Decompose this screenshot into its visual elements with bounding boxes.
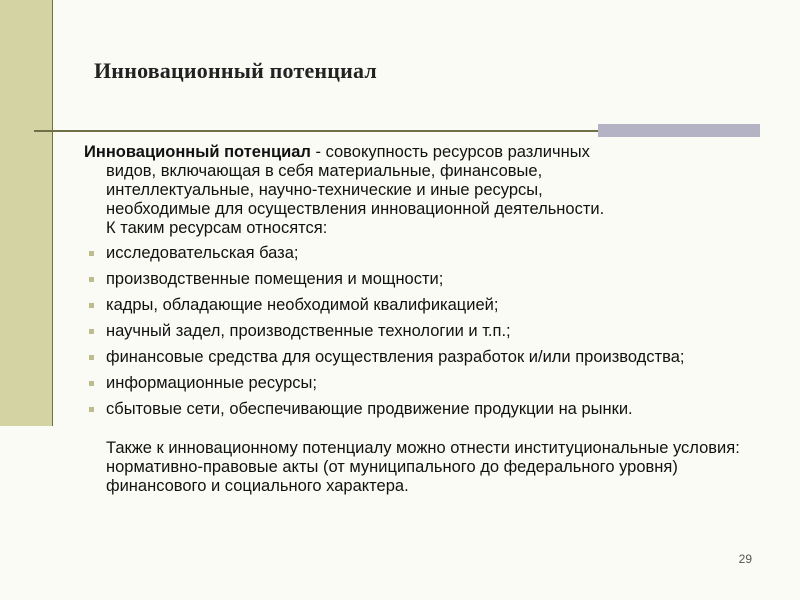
list-item (84, 374, 774, 393)
list-item (84, 270, 774, 289)
list-item (84, 348, 774, 367)
definition-text: - совокупность ресурсов различных (310, 143, 590, 161)
bullet-icon (89, 277, 94, 282)
list-item-text: сбытовые сети, обеспечивающие продвижение продукции на рынки. (106, 400, 633, 418)
title-rule (34, 130, 598, 132)
bullet-icon (89, 407, 94, 412)
list-item-text: исследовательская база; (106, 244, 299, 262)
list-item-text: кадры, обладающие необходимой квалификацией; (106, 296, 499, 314)
definition-line: необходимые для осуществления инновационной деятельности. (106, 200, 605, 218)
list-item-text: научный задел, производственные технологии и т.п.; (106, 322, 511, 340)
list-item (84, 322, 774, 341)
bullet-icon (89, 251, 94, 256)
list-item-text: финансовые средства для осуществления разработок и/или производства; (106, 348, 685, 366)
bullet-icon (89, 303, 94, 308)
resources-lead-in: К таким ресурсам относятся: (106, 219, 328, 237)
additional-paragraph: Также к инновационному потенциалу можно отнести институциональные условия: нормативно-правовые акты (от муниципального до федерального уровня) финансового и социального характера. (106, 439, 740, 495)
resource-list (84, 244, 774, 419)
definition-first-line (84, 143, 774, 162)
list-item-text: производственные помещения и мощности; (106, 270, 444, 288)
bullet-icon (89, 329, 94, 334)
list-item (84, 244, 774, 263)
definition-term: Инновационный потенциал (84, 143, 311, 161)
definition-line: видов, включающая в себя материальные, финансовые, (106, 162, 543, 180)
accent-bar (598, 124, 760, 137)
bullet-icon (89, 355, 94, 360)
slide-content (84, 143, 774, 496)
definition-paragraph (84, 143, 774, 238)
slide-title: Инновационный потенциал (94, 58, 377, 83)
list-item (84, 296, 774, 315)
definition-line: интеллектуальные, научно-технические и иные ресурсы, (106, 181, 543, 199)
list-item (84, 400, 774, 419)
bullet-icon (89, 381, 94, 386)
sidebar-divider (52, 0, 53, 426)
list-item-text: информационные ресурсы; (106, 374, 318, 392)
sidebar-decoration (0, 0, 52, 426)
page-number: 29 (738, 552, 752, 566)
